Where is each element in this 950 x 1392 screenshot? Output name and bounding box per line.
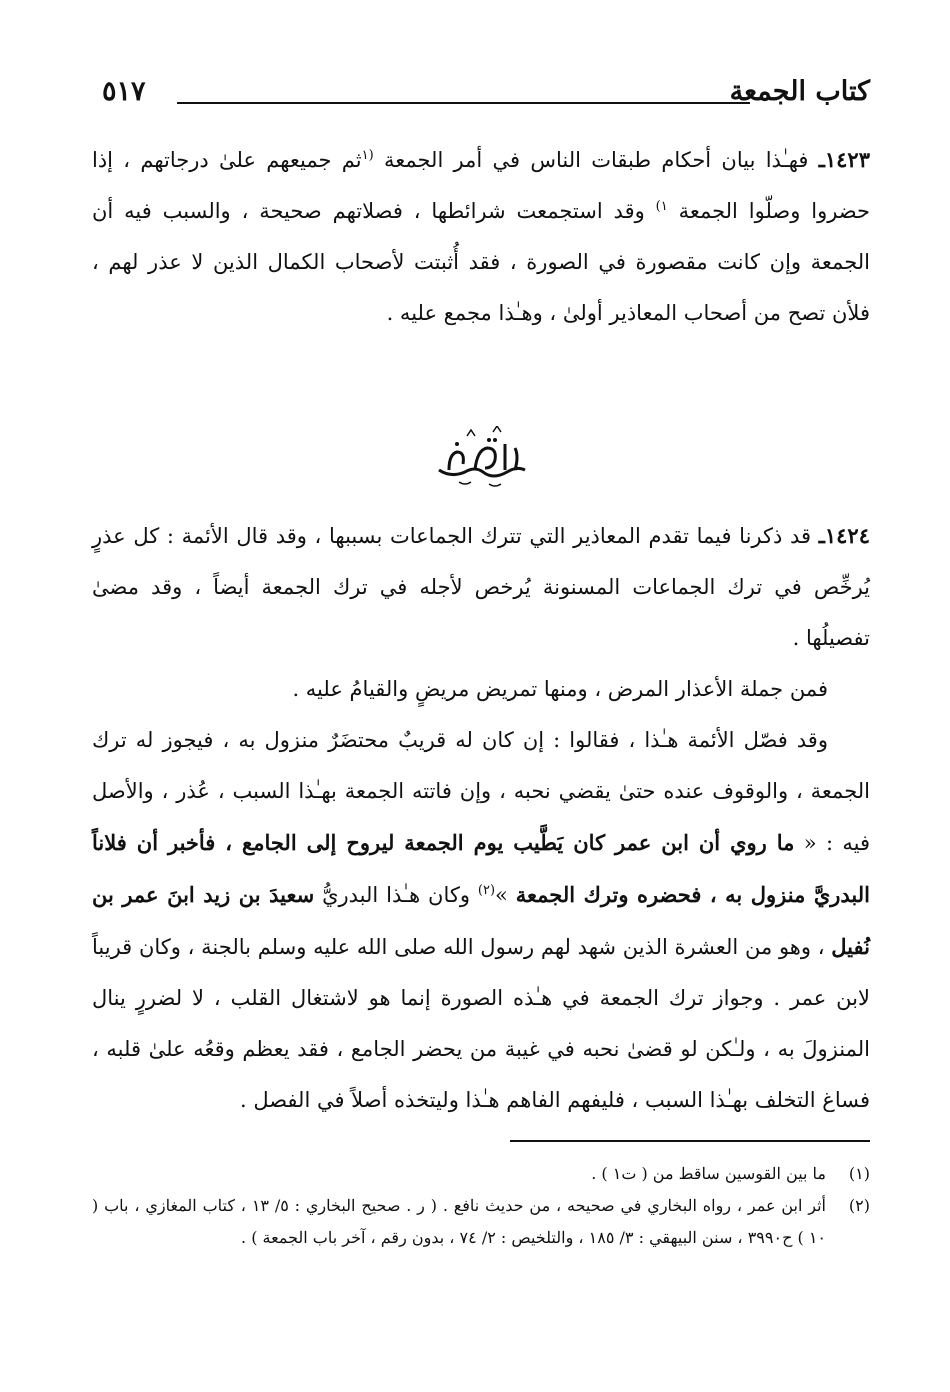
- hadith-quote: ما روي أن ابن عمر كان يَطَّيب يوم الجمعة ليروح إلى الجامع ، فأخبر أن فلاناً البدريَّ منزول به ، فحضره وترك الجمعة: [92, 830, 870, 907]
- paragraph-text: قد ذكرنا فيما تقدم المعاذير التي تترك الجماعات بسببها ، وقد قال الأئمة : كل عذرٍ يُرخِّص في ترك الجماعات المسنونة يُرخص لأجله في ترك الجمعة أيضاً ، وقد مضىٰ تفصيلُها .: [92, 524, 871, 650]
- running-header: [92, 76, 870, 116]
- footnote-text: أثر ابن عمر ، رواه البخاري في صحيحه ، من حديث نافع . ( ر . صحيح البخاري : ٥/ ١٣ ، كتاب المغازي ، باب ( ١٠ ) ح٣٩٩٠ ، سنن البيهقي : ٣/ ١٨٥ ، والتلخيص : ٢/ ٧٤ ، بدون رقم ، آخر باب الجمعة ) .: [92, 1196, 826, 1247]
- paragraph-text: وكان هـٰذا البدريُّ: [314, 883, 478, 907]
- paragraph-text: ، وهو من العشرة الذين شهد لهم رسول الله صلى الله عليه وسلم بالجنة ، وكان قريباً لابن عمر . وجواز ترك الجمعة في هـٰذه الصورة إنما هو لاشتغال القلب ، لا لضررٍ ينال المنزولَ به ، ولـٰكن لو قضىٰ نحبه في غيبة من يحضر الجامع ، فقد يعظم وقعُه علىٰ قلبه ، فساغ التخلف بهـٰذا السبب ، فليفهم الفاهم هـٰذا وليتخذه أصلاً في الفصل .: [92, 935, 870, 1112]
- paragraph-details: [92, 715, 870, 1126]
- footnote-2: [92, 1190, 870, 1254]
- footnote-text: ما بين القوسين ساقط من ( ت١ ) .: [591, 1164, 826, 1183]
- footnote-marker: (٢): [848, 1196, 870, 1215]
- companion-name: سعيدَ بن زيد ابنَ عمر بن نُفيل: [92, 882, 870, 959]
- footnote-marker: (١): [848, 1164, 870, 1183]
- footnote-ref-2: (٢): [477, 883, 496, 898]
- paragraph-number: ١٤٢٣ـ: [818, 147, 870, 172]
- paragraph-illness: فمن جملة الأعذار المرض ، ومنها تمريض مريضٍ والقيامُ عليه .: [292, 677, 828, 701]
- paragraph-1424: [92, 510, 870, 664]
- page-number: ٥١٧: [102, 76, 146, 107]
- paragraph-text: »: [495, 883, 516, 907]
- paragraph-number: ١٤٢٤ـ: [818, 523, 870, 548]
- paragraph-text: وقد فصّل الأئمة هـٰذا ، فقالوا : إن كان له قريبٌ محتضَرٌ منزول به ، فيجوز له ترك الجمعة ، والوقوف عنده حتىٰ يقضي نحبه ، وإن فاتته الجمعة بهـٰذا السبب ، عُذر ، والأصل فيه : «: [92, 728, 870, 855]
- footnote-separator: [510, 1140, 870, 1142]
- footnote-ref-close: ١): [655, 199, 668, 214]
- paragraph-text: ثم جميعهم علىٰ درجاتهم ، إذا حضروا وصلّوا الجمعة: [92, 148, 870, 223]
- paragraph-text: وقد استجمعت شرائطها ، فصلاتهم صحيحة ، والسبب فيه أن الجمعة وإن كانت مقصورة في الصورة ، فقد أُثبتت لأصحاب الكمال الذين لا عذر لهم ، فلأن تصح من أصحاب المعاذير أولىٰ ، وهـٰذا مجمع عليه .: [92, 199, 870, 325]
- book-title: كتاب الجمعة: [729, 76, 870, 107]
- book-page: [92, 64, 870, 1324]
- header-rule: [177, 102, 750, 104]
- paragraph-text: فهـٰذا بيان أحكام طبقات الناس في أمر الجمعة: [373, 148, 819, 172]
- footnote-1: [92, 1158, 870, 1190]
- paragraph-1423: [92, 134, 870, 339]
- fasl-calligraphy-icon: [431, 426, 531, 490]
- footnote-ref-open: (١: [361, 148, 374, 163]
- section-heading-ornament: [431, 426, 531, 490]
- footnotes: [92, 1158, 870, 1254]
